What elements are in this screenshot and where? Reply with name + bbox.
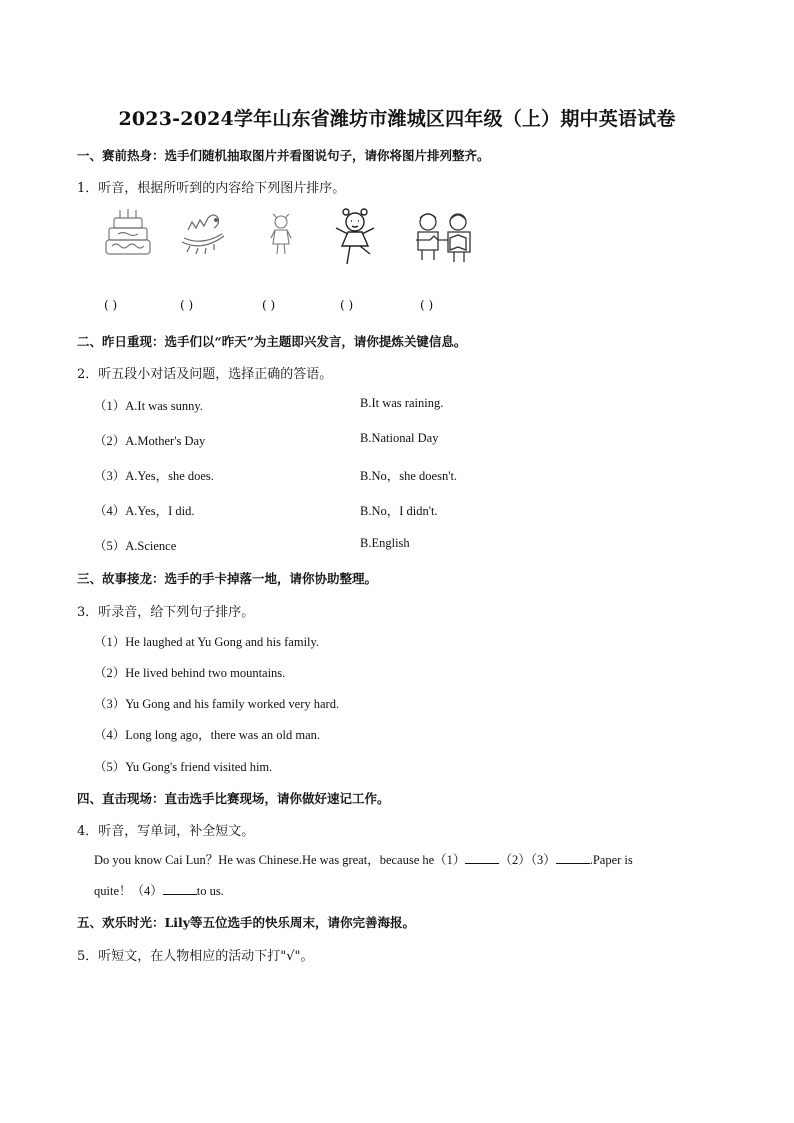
q4-text-3: .Paper is: [589, 853, 633, 867]
q4-blank-1[interactable]: [465, 852, 499, 864]
girl-small-icon: [263, 208, 299, 258]
question-5: 5．听短文，在人物相应的活动下打"√"。: [77, 949, 314, 964]
section-2-heading: 二、昨日重现：选手们以“昨天”为主题即兴发言，请你提炼关键信息。: [77, 334, 467, 349]
q4-text-5: to us.: [196, 884, 224, 898]
q2-item-5-option-a: （5）A.Science: [94, 539, 177, 553]
q2-item-4-option-a: （4）A.Yes，I did.: [94, 504, 195, 518]
q4-blank-3[interactable]: [556, 852, 590, 864]
q2-item-1-option-b: B.It was raining.: [360, 396, 444, 410]
q4-passage-line-1: [94, 850, 633, 868]
picture-4-bracket[interactable]: ( ): [340, 298, 354, 312]
dancing-girl-icon: [330, 206, 380, 268]
q4-text-1: Do you know Cai Lun？He was Chinese.He was great，because he（1）: [94, 853, 466, 867]
q4-text-4: quite！（4）: [94, 884, 163, 898]
q2-item-3-option-b: B.No，she doesn't.: [360, 469, 458, 483]
picture-2-bracket[interactable]: ( ): [180, 298, 194, 312]
q3-sentence-3: （3）Yu Gong and his family worked very hard.: [94, 697, 340, 711]
cake-icon: [104, 208, 152, 258]
q4-passage-line-2: [94, 881, 224, 899]
section-3-heading: 三、故事接龙：选手的手卡掉落一地，请你协助整理。: [77, 571, 378, 586]
page-title: 2023-2024学年山东省潍坊市潍城区四年级（上）期中英语试卷: [118, 108, 676, 130]
q2-item-3-option-a: （3）A.Yes，she does.: [94, 469, 214, 483]
question-4: 4．听音，写单词，补全短文。: [77, 824, 255, 839]
question-3: 3．听录音，给下列句子排序。: [77, 605, 255, 620]
picture-3-bracket[interactable]: ( ): [262, 298, 276, 312]
section-4-heading: 四、直击现场：直击选手比赛现场，请你做好速记工作。: [77, 791, 390, 806]
question-2: 2．听五段小对话及问题，选择正确的答语。: [77, 367, 333, 382]
q4-blank-4[interactable]: [163, 883, 197, 895]
picture-1-bracket[interactable]: ( ): [104, 298, 118, 312]
q4-text-2: （2）（3）: [499, 853, 556, 867]
question-1: 1．听音，根据所听到的内容给下列图片排序。: [77, 181, 346, 196]
picture-5-bracket[interactable]: ( ): [420, 298, 434, 312]
section-5-heading: 五、欢乐时光：Lily等五位选手的快乐周末，请你完善海报。: [77, 915, 416, 930]
q3-sentence-4: （4）Long long ago，there was an old man.: [94, 728, 320, 742]
q2-item-4-option-b: B.No，I didn't.: [360, 504, 438, 518]
dragon-boat-icon: [178, 208, 228, 258]
reading-children-icon: [410, 210, 480, 264]
q2-item-2-option-b: B.National Day: [360, 431, 439, 445]
q3-sentence-5: （5）Yu Gong's friend visited him.: [94, 760, 273, 774]
q3-sentence-1: （1）He laughed at Yu Gong and his family.: [94, 635, 320, 649]
q2-item-1-option-a: （1）A.It was sunny.: [94, 399, 203, 413]
q2-item-2-option-a: （2）A.Mother's Day: [94, 434, 206, 448]
q2-item-5-option-b: B.English: [360, 536, 410, 550]
q3-sentence-2: （2）He lived behind two mountains.: [94, 666, 286, 680]
section-1-heading: 一、赛前热身：选手们随机抽取图片并看图说句子，请你将图片排列整齐。: [77, 148, 490, 163]
